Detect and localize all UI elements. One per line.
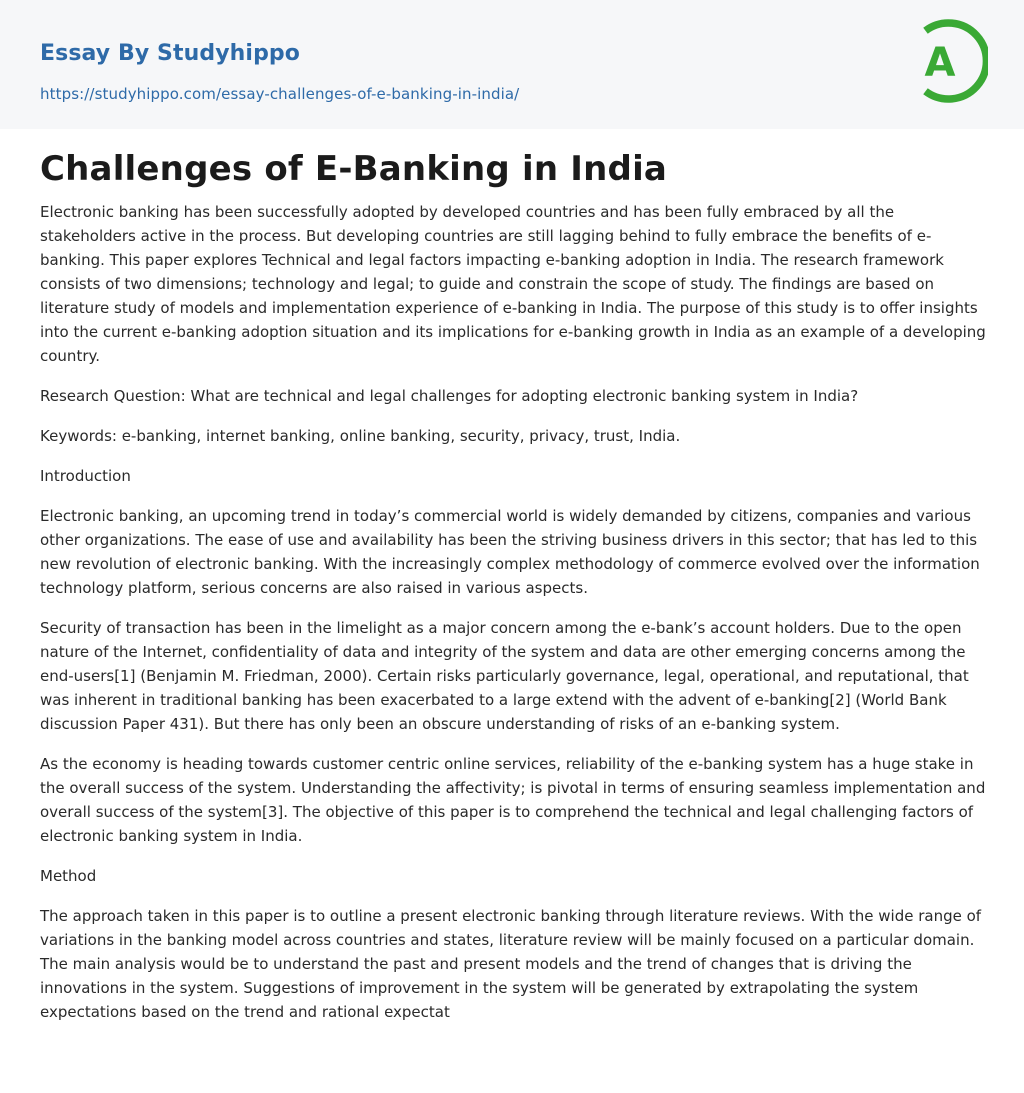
- essay-content: [40, 146, 986, 1040]
- essay-abstract: Electronic banking has been successfully adopted by developed countries and has been fully embraced by all the stakeholders active in the process. But developing countries are still lagging behind to fully embrace the benefits of e-banking. This paper explores Technical and legal factors impacting e-banking adoption in India. The research framework consists of two dimensions; technology and legal; to guide and constrain the scope of study. The findings are based on literature study of models and implementation experience of e-banking in India. The purpose of this study is to offer insights into the current e-banking adoption situation and its implications for e-banking growth in India as an example of a developing country.: [40, 203, 986, 365]
- essay-paragraph: The approach taken in this paper is to outline a present electronic banking through literature reviews. With the wide range of variations in the banking model across countries and states, literature review will be mainly focused on a particular domain. The main analysis would be to understand the past and present models and the trend of changes that is driving the innovations in the system. Suggestions of improvement in the system will be generated by extrapolating the system expectations based on the trend and rational expectat: [40, 907, 982, 1021]
- site-brand-title[interactable]: Essay By Studyhippo: [40, 41, 300, 66]
- essay-paragraph: Security of transaction has been in the limelight as a major concern among the e-bank’s account holders. Due to the open nature of the Internet, confidentiality of data and integrity of the system and data are other emerging concerns among the end-users[1] (Benjamin M. Friedman, 2000). Certain risks particularly governance, legal, operational, and reputational, that was inherent in traditional banking has been exacerbated to a large extend with the advent of e-banking[2] (World Bank discussion Paper 431). But there has only been an obscure understanding of risks of an e-banking system.: [40, 619, 969, 733]
- essay-title: Challenges of E-Banking in India: [40, 149, 668, 189]
- section-heading-method: Method: [40, 867, 97, 885]
- section-heading-introduction: Introduction: [40, 467, 131, 485]
- essay-url-link[interactable]: https://studyhippo.com/essay-challenges-of-e-banking-in-india/: [40, 85, 520, 103]
- research-question: Research Question: What are technical and legal challenges for adopting electronic banking system in India?: [40, 387, 859, 405]
- logo-letter: A: [924, 40, 956, 86]
- essay-paragraph: Electronic banking, an upcoming trend in today’s commercial world is widely demanded by citizens, companies and various other organizations. The ease of use and availability has been the striving business drivers in this sector; that has led to this new revolution of electronic banking. With the increasingly complex methodology of commerce evolved over the information technology platform, serious concerns are also raised in various aspects.: [40, 507, 980, 597]
- studyhippo-logo-icon[interactable]: [898, 16, 988, 106]
- keywords: Keywords: e-banking, internet banking, online banking, security, privacy, trust, India.: [40, 427, 681, 445]
- essay-paragraph: As the economy is heading towards customer centric online services, reliability of the e-banking system has a huge stake in the overall success of the system. Understanding the affectivity; is pivotal in terms of ensuring seamless implementation and overall success of the system[3]. The objective of this paper is to comprehend the technical and legal challenging factors of electronic banking system in India.: [40, 755, 986, 845]
- site-header: [0, 0, 1024, 129]
